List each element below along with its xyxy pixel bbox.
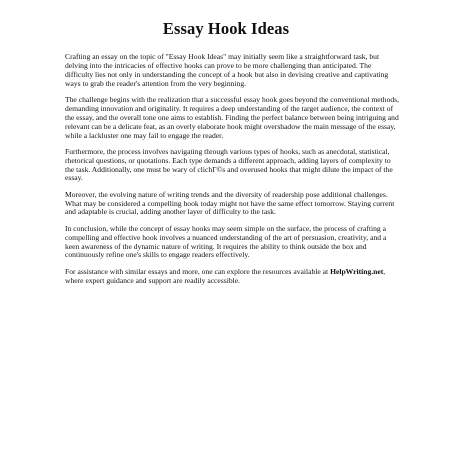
paragraph-hook-types: Furthermore, the process involves navigating through various types of hooks, such as anecdotal, statistical, rhetorical questions, or quotations. Each type demands a different approach, adding layers of complexity to the task. Additionally, one must be wary of clichГ©s and overused hooks that might dilute the impact of the essay. [65,146,393,183]
document-title: Essay Hook Ideas [162,19,290,38]
paragraph-trends: Moreover, the evolving nature of writing trends and the diversity of readership pose additional challenges. What may be considered a compelling hook today might not have the same effect tomorrow. Staying current and adaptable is crucial, adding another layer of difficulty to the task. [65,189,395,217]
paragraph-challenge: The challenge begins with the realization that a successful essay hook goes beyond the conventional methods, demanding innovation and originality. It requires a deep understanding of the target audience, the context of the essay, and the overall tone one aims to establish. Finding the perfect balance between being intriguing and relevant can be a delicate feat, as an overly elaborate hook might overshadow the main message of the essay, while a lackluster one may fail to engage the reader. [65,94,400,140]
closing-text-after: , where expert guidance and support are readily accessible. [65,266,386,285]
helpwriting-link[interactable]: HelpWriting.net [330,266,384,276]
document-body [65,53,401,293]
paragraph-intro: Crafting an essay on the topic of "Essay Hook Ideas" may initially seem like a straightforward task, but delving into the intricacies of effective hooks can prove to be more challenging than anticipated. The difficulty lies not only in understanding the concept of a hook but also in devising creative and captivating ways to grab the reader's attention from the very beginning. [65,52,389,88]
paragraph-conclusion: In conclusion, while the concept of essay hooks may seem simple on the surface, the process of crafting a compelling and effective hook involves a nuanced understanding of the art of persuasion, creativity, and a keen awareness of the dynamic nature of writing. It requires the ability to think outside the box and continuously refine one's skills to engage readers effectively. [65,223,387,260]
closing-text-before: For assistance with similar essays and more, one can explore the resources available at [65,266,331,276]
paragraph-closing [65,268,401,286]
